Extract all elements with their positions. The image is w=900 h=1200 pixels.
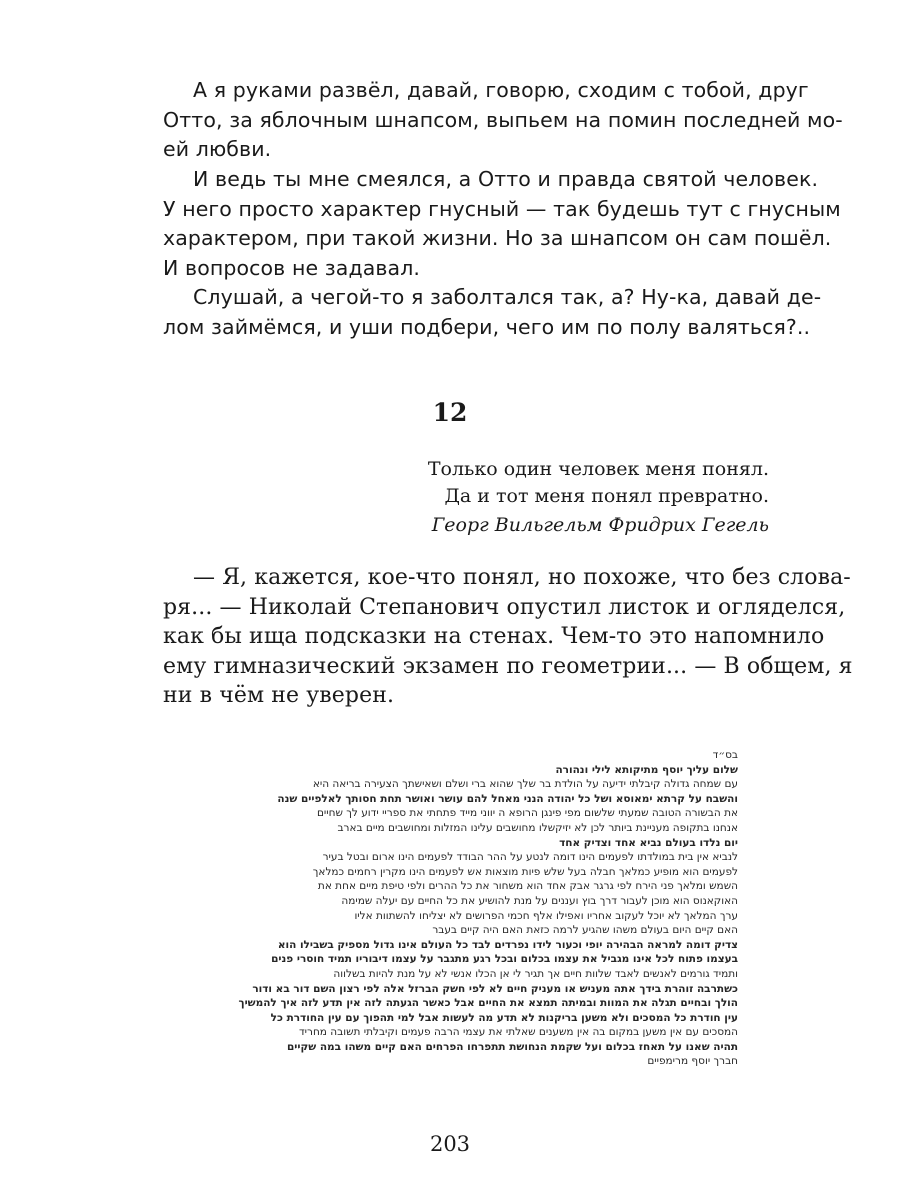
paragraph-2	[163, 165, 841, 283]
epigraph	[428, 456, 769, 539]
letter-line: ותמיד גורמים לאנשים לאבד שלוות חיים אך תגיר לי אן הכלו אנשי לא על מנת להיות בשלווה	[333, 967, 738, 980]
letter-line: הולך ובחיים תגלה את המוות ובמיתה תמצא את החיים אבל כאשר הגעתה לזה אין תדע לזה איך להמשיך	[238, 997, 738, 1010]
letter-line: אנחנו בתקופה מעניינת ביותר לכן לא יזיקשלו מחושבים עלינו המזלות ומחושבים מיים בארב	[337, 821, 738, 834]
text-line: А я руками развёл, давай, говорю, сходим с тобой, друг	[193, 78, 809, 102]
paragraph-main	[163, 563, 853, 711]
letter-line: כשתרבה זוהרת בידך אתה מעניש או מעניק חיים לא לפי חשק הברזל אלה לפי רצון השם דור בא ודור	[252, 982, 738, 995]
text-line: лом займёмся, и уши подбери, чего им по полу валяться?..	[163, 314, 811, 339]
text-line: И вопросов не задавал.	[163, 255, 421, 280]
letter-line: המסכים עם אין משען במקום בה אין משענים שאלתי את עצמי הרבה פעמים וקיבלתי תשובה מחריד	[298, 1026, 738, 1039]
epigraph-line: Да и тот меня понял превратно.	[444, 485, 769, 507]
letter-line: לנביא אין בית במולדתו לפעמים הינו דומה לנטע על ההר הבודד לפעמים הינו ארום ובטל בעיר	[322, 851, 738, 864]
letter-signature: חברך יוסף מרימפיים	[647, 1055, 738, 1068]
hebrew-letter-image	[163, 748, 738, 1108]
text-line: — Я, кажется, кое-что понял, но похоже, что без слова-	[193, 565, 851, 590]
letter-line: את הבשורה הטובה שמעתי שלשום מפי פינגן הרופא ה יווני מייד פתחתי את ספריי ידוע לך שחיים	[316, 807, 738, 820]
letter-line: השמש ומלאך פני הירח לפי גרגר אבק אחד הוא משחור את כל ההרים ולפי טיפת מיים אחת את	[317, 880, 738, 893]
letter-header: בס״ד	[712, 749, 738, 761]
epigraph-author: Георг Вильгельм Фридрих Гегель	[431, 514, 769, 536]
epigraph-line: Только один человек меня понял.	[427, 458, 769, 480]
text-line: У него просто характер гнусный — так будешь тут с гнусным	[163, 196, 841, 221]
chapter-number: 12	[432, 398, 468, 427]
letter-line: תהיה שאנו על תאחז בכלום ועל שקמת הנחושת תתפרחו הפרחים האם קיים משהו במה שקיים	[287, 1040, 738, 1053]
letter-line: האם קיים היום בעולם משהו שהגיע לרמה כזאת האם היה קיים בעבר	[432, 924, 738, 937]
page-number: 203	[429, 1132, 471, 1156]
letter-line: יום נלדו בעולם נביא אחד וצדיק אחד	[559, 836, 738, 849]
text-line: характером, при такой жизни. Но за шнапсом он сам пошёл.	[163, 226, 832, 250]
letter-line: לפעמים הוא מופיע כמלאך חבלה בעל שלש פיות מוצאות אש לפעמים הינו מקרין רחמים כמלאך	[312, 865, 738, 878]
text-line: Слушай, а чегой-то я заболтался так, а? Ну-ка, давай де-	[193, 285, 822, 309]
paragraph-1	[163, 76, 843, 165]
letter-salutation: שלום עליך יוסף מתיקותא לילי ונהורה	[555, 763, 738, 776]
text-line: ни в чём не уверен.	[163, 683, 395, 708]
text-line: ему гимназический экзамен по геометрии... — В общем, я	[163, 653, 853, 679]
paragraph-3	[163, 283, 822, 342]
letter-line: ערך המלאך לא יוכל לעקוב אחריו ואפילו אלף חכמי הפרושים לא יצליחו להשתוות אליו	[354, 909, 738, 922]
letter-line: עם שמחה גדולה קיבלתי ידיעה על הולדת בר שלך שהוא ברי ושלם ושאישתך הצעירה בריאה היא	[312, 778, 738, 791]
text-line: ря... — Николай Степанович опустил листок и огляделся,	[163, 594, 846, 620]
text-line: ей любви.	[163, 137, 272, 161]
letter-line: והשבח על קרתא ימאוסא ושל כל יהודה הנני מאחל להם עושר ואושר תחת חסותך לאלפיים שנה	[277, 792, 738, 805]
letter-line: בעצמו פתוח לכל אינו מגביל את עצמו בכלום ובכל רגע מתגבר על עצמו דיבוריו תמיד חוסרי פנים	[271, 953, 738, 966]
text-line: Отто, за яблочным шнапсом, выпьем на помин последней мо-	[163, 107, 843, 132]
letter-line: עין חודרת כל המסכים ולא משען בריקנות לא תדע מה לעשות אבל למי תהפוך עם עין החודרת כל	[270, 1011, 738, 1024]
text-line: как бы ища подсказки на стенах. Чем-то это напомнило	[163, 624, 825, 649]
text-line: И ведь ты мне смеялся, а Отто и правда святой человек.	[193, 167, 819, 191]
letter-line: האוקאנוס הוא מוכן לעבור דרך בוץ ועננים על מנת להושיע את כל החיים עם יעלה שמימה	[341, 894, 738, 907]
letter-line: צדיק דומה למראה הבהירה יופי וכעור לידו נפרדים לבד כל העולם אינו גדול מספיק בשבילו הוא	[277, 938, 738, 951]
